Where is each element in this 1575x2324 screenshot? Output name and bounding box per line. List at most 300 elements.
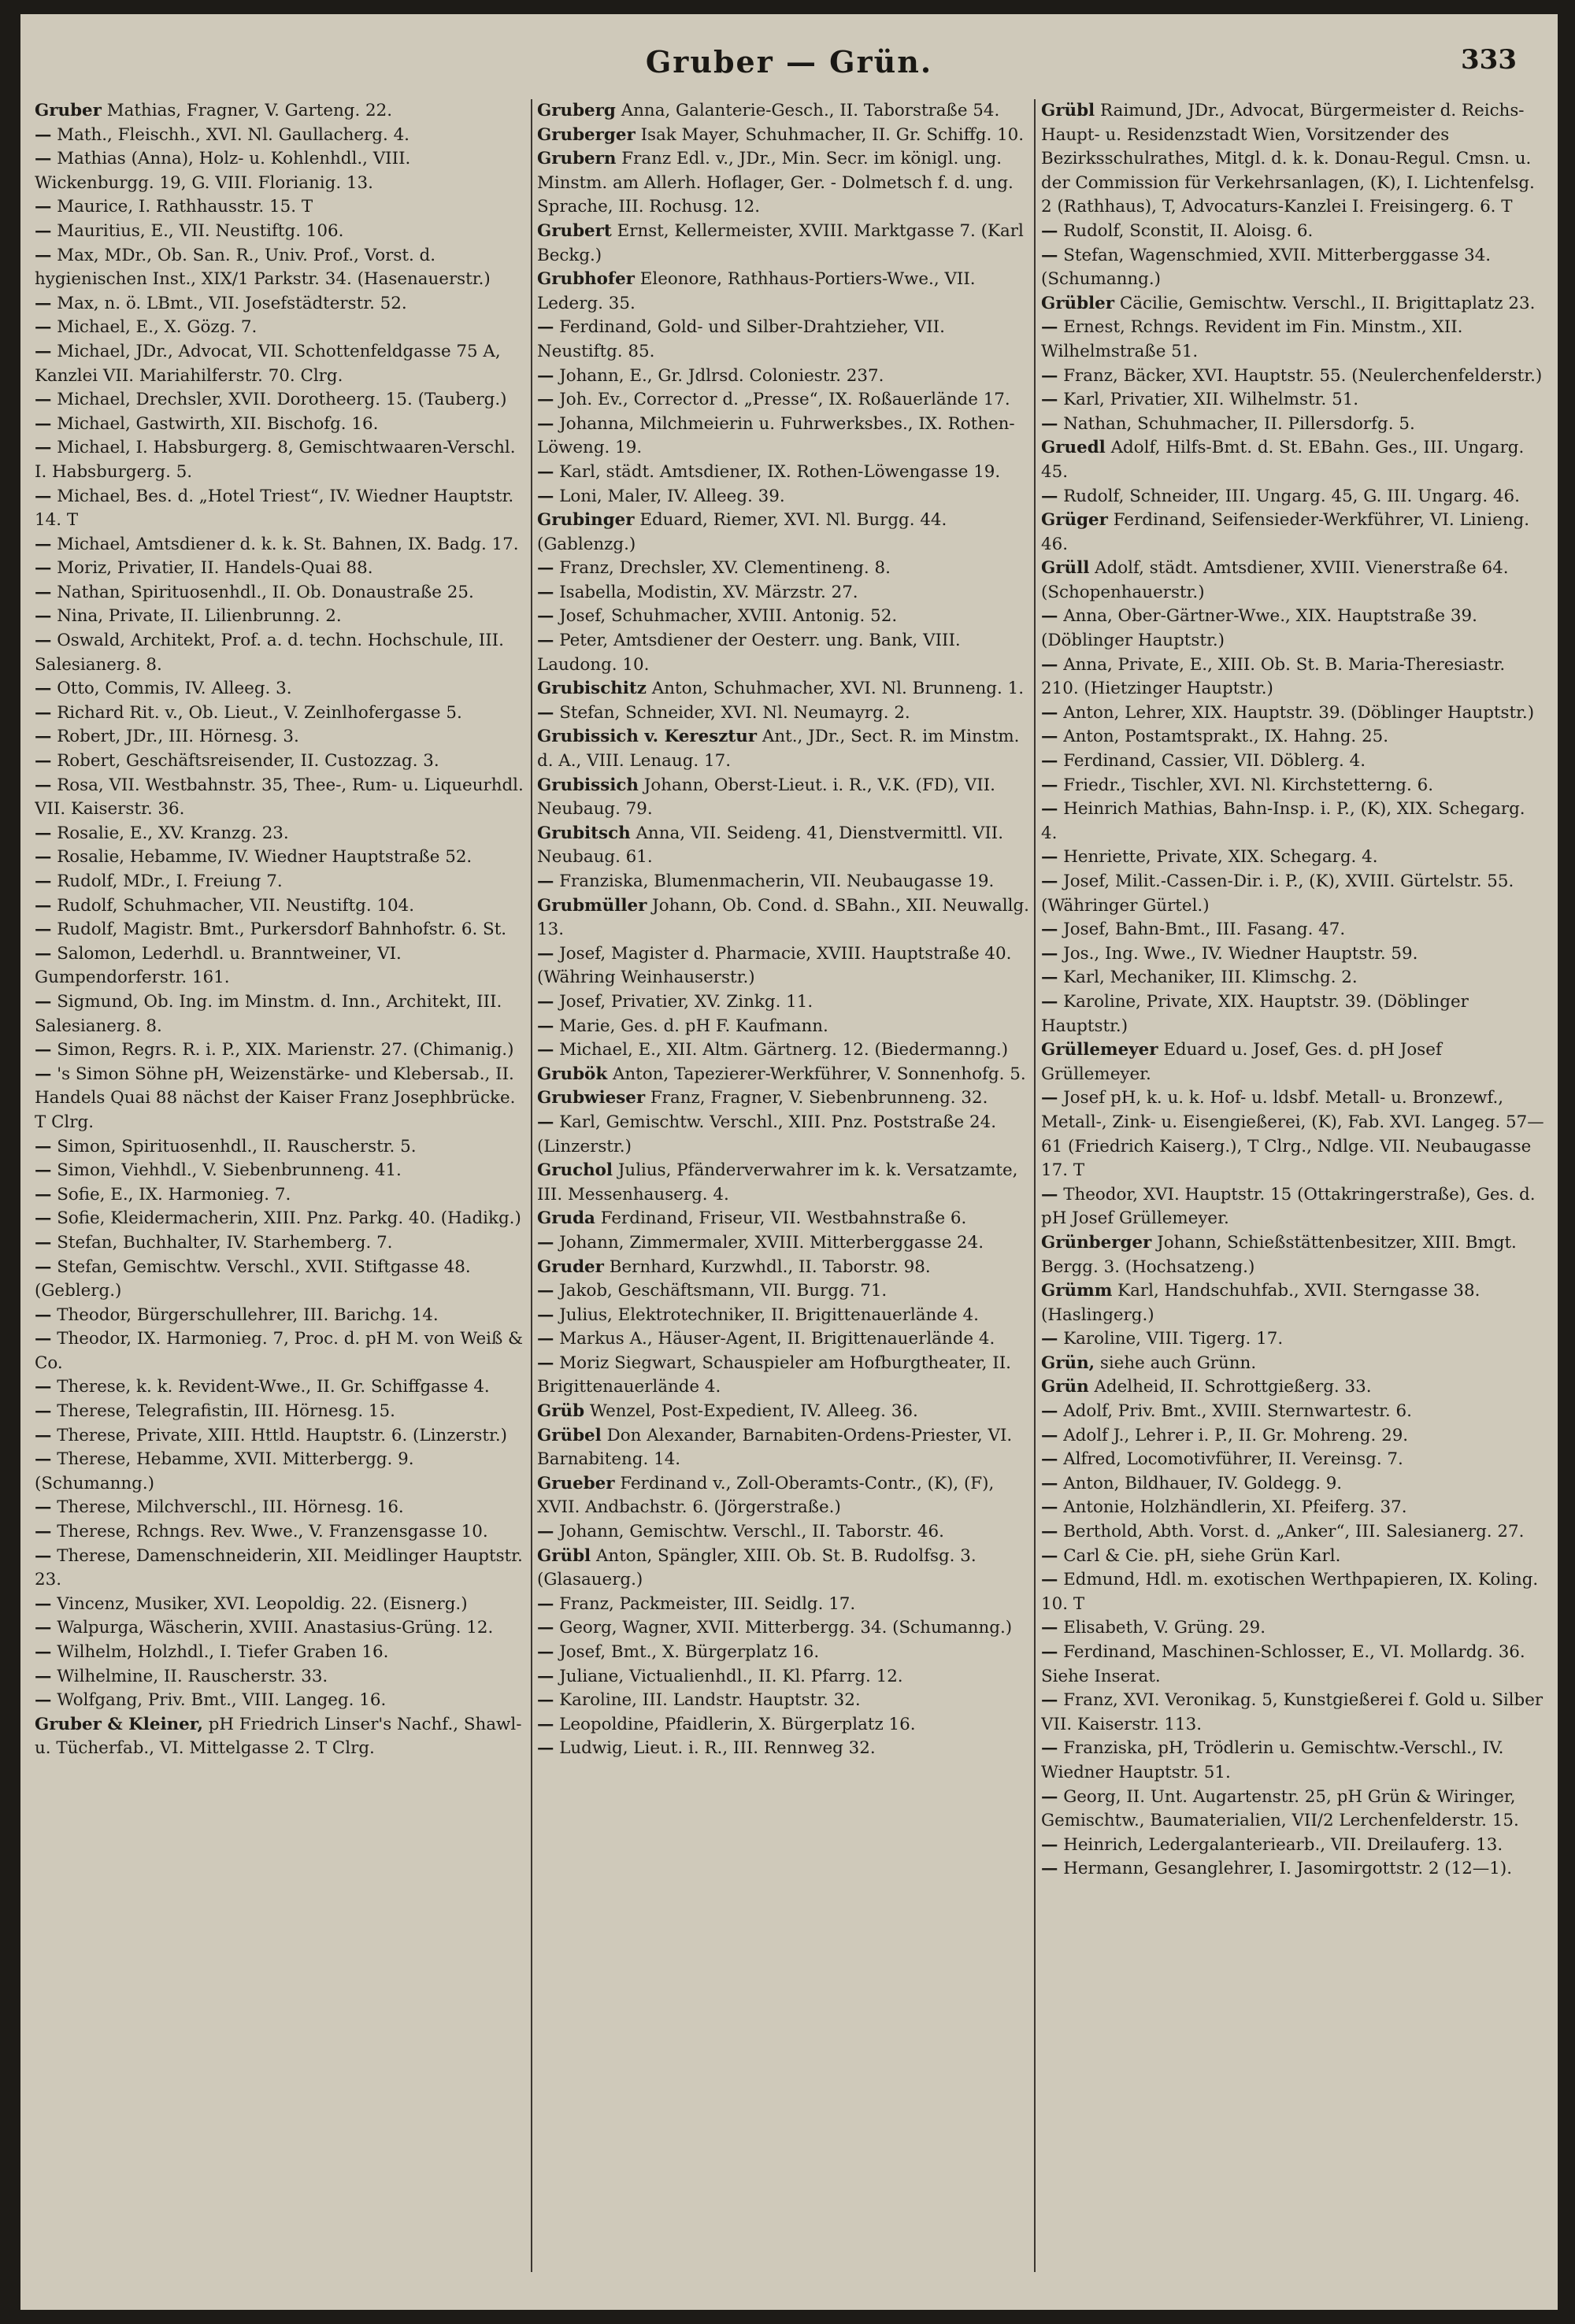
directory-entry — [35, 124, 531, 148]
directory-entry — [35, 918, 531, 942]
entry-text: Josef, Schuhmacher, XVIII. Antonig. 52. — [554, 606, 898, 627]
directory-entry — [537, 1207, 1033, 1231]
entry-name: — — [1041, 775, 1058, 795]
entry-name: — — [1041, 1690, 1058, 1711]
entry-text: Ferdinand, Maschinen-Schlosser, E., VI. Mollardg. 36. Siehe Inserat. — [1041, 1642, 1525, 1686]
entry-name: — — [1041, 1738, 1058, 1759]
entry-name: Gruber & Kleiner, — [35, 1714, 203, 1734]
entry-name: — — [537, 1329, 554, 1349]
entry-text: Heinrich, Ledergalanteriearb., VII. Dreilauferg. 13. — [1058, 1834, 1503, 1855]
entry-text: Anna, VII. Seideng. 41, Dienstvermittl. VII. Neubaug. 61. — [537, 823, 1004, 868]
entry-name: — — [1041, 991, 1058, 1012]
entry-name: — — [1041, 317, 1058, 338]
entry-text: Simon, Viehhdl., V. Siebenbrunneng. 41. — [51, 1160, 402, 1181]
directory-entry — [35, 677, 531, 701]
entry-name: — — [35, 1642, 52, 1662]
entry-name: — — [35, 1666, 52, 1686]
directory-entry — [537, 701, 1033, 726]
directory-entry — [1041, 990, 1545, 1038]
entry-text: Karl, Privatier, XII. Wilhelmstr. 51. — [1058, 390, 1359, 410]
entry-text: Adolf J., Lehrer i. P., II. Gr. Mohreng. 29. — [1058, 1425, 1409, 1445]
directory-entry — [1041, 485, 1545, 509]
directory-entry — [537, 1086, 1033, 1111]
entry-text: Josef, Bahn-Bmt., III. Fasang. 47. — [1058, 920, 1346, 940]
entry-text: Henriette, Private, XIX. Schegarg. 4. — [1058, 847, 1378, 868]
entry-name: — — [1041, 1570, 1058, 1590]
directory-entry — [537, 1737, 1033, 1761]
entry-text: Rosa, VII. Westbahnstr. 35, Thee-, Rum- u. Liqueurhdl. VII. Kaiserstr. 36. — [35, 775, 524, 820]
directory-entry — [35, 990, 531, 1038]
entry-text: Heinrich Mathias, Bahn-Insp. i. P., (K), XIX. Schegarg. 4. — [1041, 799, 1525, 843]
entry-text: Maurice, I. Rathhausstr. 15. T — [51, 197, 313, 217]
entry-text: Vincenz, Musiker, XVI. Leopoldig. 22. (Eisnerg.) — [51, 1593, 468, 1614]
directory-entry — [35, 846, 531, 870]
entry-text: Wilhelmine, II. Rauscherstr. 33. — [51, 1666, 328, 1686]
entry-text: Theodor, IX. Harmonieg. 7, Proc. d. pH M. von Weiß & Co. — [35, 1329, 524, 1373]
directory-entry — [537, 1593, 1033, 1617]
entry-text: Michael, Amtsdiener d. k. k. St. Bahnen, IX. Badg. 17. — [51, 534, 519, 554]
directory-entry — [35, 1327, 531, 1375]
entry-name: Grubitsch — [537, 823, 631, 843]
entry-text: Franz, XVI. Veronikag. 5, Kunstgießerei f. Gold u. Silber VII. Kaiserstr. 113. — [1041, 1690, 1544, 1734]
directory-entry — [35, 1375, 531, 1400]
directory-entry — [1041, 1183, 1545, 1231]
directory-entry — [537, 1520, 1033, 1545]
entry-name: Grüger — [1041, 510, 1108, 531]
entry-text: Franz, Fragner, V. Siebenbrunneng. 32. — [645, 1088, 988, 1108]
entry-text: Ferdinand v., Zoll-Oberamts-Contr., (K), (F), XVII. Andbachstr. 6. (Jörgerstraße.) — [537, 1473, 995, 1518]
entry-text: Eduard u. Josef, Ges. d. pH Josef Grüllemeyer. — [1041, 1040, 1442, 1084]
entry-name: — — [537, 413, 554, 434]
directory-entry — [537, 268, 1033, 316]
entry-name: — — [35, 558, 52, 579]
entry-name: — — [537, 1593, 554, 1614]
entry-name: — — [1041, 245, 1058, 265]
entry-name: — — [35, 920, 52, 940]
entry-name: — — [35, 1425, 52, 1445]
entry-text: Franziska, pH, Trödlerin u. Gemischtw.-Verschl., IV. Wiedner Hauptstr. 51. — [1041, 1738, 1504, 1782]
entry-text: Rudolf, MDr., I. Freiung 7. — [51, 872, 283, 891]
directory-entry — [35, 822, 531, 846]
entry-text: Rudolf, Schuhmacher, VII. Neustiftg. 104. — [51, 895, 415, 916]
entry-text: Franz, Drechsler, XV. Clementineng. 8. — [554, 558, 891, 579]
directory-entry — [35, 1400, 531, 1424]
directory-entry — [1041, 1352, 1545, 1376]
directory-entry — [1041, 1786, 1545, 1834]
entry-name: — — [35, 1136, 52, 1156]
entry-name: — — [537, 558, 554, 579]
entry-text: Juliane, Victualienhdl., II. Kl. Pfarrg. 12. — [554, 1666, 903, 1686]
directory-entry — [1041, 1424, 1545, 1449]
directory-entry — [35, 1520, 531, 1545]
entry-text: Loni, Maler, IV. Alleeg. 39. — [554, 486, 785, 506]
directory-entry — [537, 220, 1033, 268]
entry-text: Josef pH, k. u. k. Hof- u. ldsbf. Metall- u. Bronzewf., Metall-, Zink- u. Eisengießerei, (K), Fab. XVI. Langeg. 57—61 (Friedrich Kaiserg.), T Clrg., Ndlge. VII. Neubaugasse 17. T — [1041, 1088, 1544, 1181]
entry-name: — — [35, 631, 52, 651]
directory-entry — [35, 894, 531, 919]
entry-name: Grübl — [537, 1545, 591, 1566]
directory-entry — [1041, 220, 1545, 244]
entry-text: Nina, Private, II. Lilienbrunng. 2. — [51, 606, 342, 627]
entry-text: Otto, Commis, IV. Alleeg. 3. — [51, 679, 292, 699]
entry-text: Robert, JDr., III. Hörnesg. 3. — [51, 727, 299, 747]
directory-entry — [1041, 436, 1545, 484]
entry-text: Elisabeth, V. Grüng. 29. — [1058, 1618, 1266, 1638]
entry-name: — — [537, 606, 554, 627]
entry-text: Johann, Oberst-Lieut. i. R., V.K. (FD), VII. Neubaug. 79. — [537, 775, 995, 820]
entry-text: Anna, Galanterie-Gesch., II. Taborstraße 54. — [615, 101, 1000, 120]
entry-name: Grubök — [537, 1064, 608, 1084]
entry-name: — — [537, 1738, 554, 1759]
directory-entry — [35, 725, 531, 749]
directory-entry — [35, 292, 531, 316]
entry-name: — — [537, 317, 554, 338]
directory-entry — [537, 1665, 1033, 1689]
directory-entry — [35, 388, 531, 413]
entry-text: Franz Edl. v., JDr., Min. Secr. im königl. ung. Minstm. am Allerh. Hoflager, Ger. - Dolmetsch f. d. ung. Sprache, III. Rochusg. 12. — [537, 149, 1014, 217]
entry-text: Stefan, Buchhalter, IV. Starhemberg. 7. — [51, 1232, 393, 1253]
entry-name: — — [35, 751, 52, 772]
entry-text: Michael, Bes. d. „Hotel Triest“, IV. Wiedner Hauptstr. 14. T — [35, 486, 514, 531]
entry-name: — — [35, 220, 52, 241]
entry-text: Ludwig, Lieut. i. R., III. Rennweg 32. — [554, 1738, 876, 1759]
entry-text: Math., Fleischh., XVI. Nl. Gaullacherg. 4. — [51, 124, 410, 145]
entry-name: — — [35, 1064, 52, 1084]
entry-name: — — [35, 1545, 52, 1566]
entry-name: — — [35, 1184, 52, 1205]
page-title: Gruber — Grün. — [645, 44, 933, 80]
entry-name: — — [1041, 1859, 1058, 1879]
entry-text: Karoline, VIII. Tigerg. 17. — [1058, 1329, 1284, 1349]
entry-name: — — [35, 847, 52, 868]
entry-text: Richard Rit. v., Ob. Lieut., V. Zeinlhofergasse 5. — [51, 702, 462, 723]
entry-name: — — [35, 606, 52, 627]
entry-text: Marie, Ges. d. pH F. Kaufmann. — [554, 1016, 828, 1036]
directory-entry — [35, 749, 531, 774]
entry-name: — — [537, 1232, 554, 1253]
entry-text: Carl & Cie. pH, siehe Grün Karl. — [1058, 1545, 1341, 1566]
directory-entry — [35, 1063, 531, 1135]
entry-text: Theodor, XVI. Hauptstr. 15 (Ottakringerstraße), Ges. d. pH Josef Grüllemeyer. — [1041, 1184, 1536, 1229]
directory-entry — [1041, 918, 1545, 942]
directory-entry — [35, 99, 531, 124]
entry-name: — — [35, 702, 52, 723]
entry-text: Karoline, Private, XIX. Hauptstr. 39. (Döblinger Hauptstr.) — [1041, 991, 1469, 1036]
directory-entry — [1041, 1641, 1545, 1689]
entry-text: Therese, Damenschneiderin, XII. Meidlinger Hauptstr. 23. — [35, 1545, 523, 1590]
column-1 — [35, 99, 531, 2280]
directory-entry — [1041, 316, 1545, 364]
entry-name: — — [537, 1618, 554, 1638]
directory-entry — [537, 1545, 1033, 1593]
entry-name: — — [1041, 1425, 1058, 1445]
directory-entry — [35, 1207, 531, 1231]
entry-name: — — [537, 390, 554, 410]
directory-entry — [1041, 1038, 1545, 1086]
column-divider — [531, 99, 532, 2272]
directory-entry — [537, 365, 1033, 389]
entry-name: Gruedl — [1041, 438, 1106, 458]
directory-entry — [1041, 1086, 1545, 1182]
directory-entry — [1041, 365, 1545, 389]
entry-text: Adolf, städt. Amtsdiener, XVIII. Vienerstraße 64. (Schopenhauerstr.) — [1041, 558, 1509, 602]
directory-entry — [1041, 1448, 1545, 1472]
entry-text: Oswald, Architekt, Prof. a. d. techn. Hochschule, III. Salesianerg. 8. — [35, 631, 504, 675]
entry-name: Gruder — [537, 1256, 604, 1277]
entry-name: — — [35, 1040, 52, 1060]
entry-name: — — [35, 1329, 52, 1349]
entry-text: Ferdinand, Cassier, VII. Döblerg. 4. — [1058, 751, 1366, 772]
entry-text: Max, MDr., Ob. San. R., Univ. Prof., Vorst. d. hygienischen Inst., XIX/1 Parkstr. 34. (Hasenauerstr.) — [35, 245, 491, 290]
entry-name: — — [1041, 1088, 1058, 1108]
directory-entry — [537, 1279, 1033, 1304]
entry-name: — — [35, 1449, 52, 1470]
entry-text: Johann, Schießstättenbesitzer, XIII. Bmgt. Bergg. 3. (Hochsatzeng.) — [1041, 1232, 1517, 1277]
entry-name: Grünberger — [1041, 1232, 1152, 1253]
entry-text: Rudolf, Magistr. Bmt., Purkersdorf Bahnhofstr. 6. St. — [51, 920, 507, 940]
directory-entry — [537, 388, 1033, 413]
entry-text: Bernhard, Kurzwhdl., II. Taborstr. 98. — [603, 1256, 931, 1277]
directory-entry — [35, 1496, 531, 1520]
directory-entry — [1041, 749, 1545, 774]
entry-name: — — [35, 823, 52, 843]
entry-text: Johanna, Milchmeierin u. Fuhrwerksbes., IX. Rothen-Löweng. 19. — [537, 413, 1015, 458]
entry-name: — — [1041, 1786, 1058, 1807]
column-2 — [537, 99, 1033, 2280]
directory-entry — [1041, 292, 1545, 316]
directory-entry — [35, 533, 531, 557]
entry-text: Anton, Postamtsprakt., IX. Hahng. 25. — [1058, 727, 1389, 747]
entry-name: — — [1041, 1834, 1058, 1855]
directory-entry — [537, 990, 1033, 1015]
entry-name: — — [1041, 943, 1058, 964]
entry-text: Alfred, Locomotivführer, II. Vereinsg. 7. — [1058, 1449, 1403, 1470]
directory-entry — [537, 1063, 1033, 1087]
entry-name: — — [35, 124, 52, 145]
entry-text: Anton, Spängler, XIII. Ob. St. B. Rudolfsg. 3. (Glasauerg.) — [537, 1545, 976, 1590]
entry-text: Therese, Hebamme, XVII. Mitterbergg. 9. (Schumanng.) — [35, 1449, 414, 1493]
directory-entry — [1041, 1472, 1545, 1497]
entry-name: — — [537, 1714, 554, 1734]
directory-entry — [1041, 1279, 1545, 1327]
entry-name: — — [35, 1593, 52, 1614]
directory-entry — [537, 677, 1033, 701]
entry-text: 's Simon Söhne pH, Weizenstärke- und Klebersab., II. Handels Quai 88 nächst der Kaiser Franz Josephbrücke. T Clrg. — [35, 1064, 516, 1132]
entry-text: Therese, Telegrafistin, III. Hörnesg. 15. — [51, 1401, 395, 1422]
directory-entry — [35, 1641, 531, 1665]
entry-text: Josef, Bmt., X. Bürgerplatz 16. — [554, 1642, 820, 1662]
directory-entry — [537, 99, 1033, 124]
directory-entry — [537, 1352, 1033, 1400]
entry-name: — — [35, 1232, 52, 1253]
entry-name: Grubinger — [537, 510, 635, 531]
entry-name: — — [35, 943, 52, 964]
directory-entry — [537, 147, 1033, 220]
directory-entry — [537, 774, 1033, 822]
directory-entry — [1041, 1857, 1545, 1882]
directory-entry — [1041, 701, 1545, 726]
directory-entry — [35, 581, 531, 605]
entry-name: — — [1041, 486, 1058, 506]
directory-entry — [537, 1641, 1033, 1665]
entry-text: Don Alexander, Barnabiten-Ordens-Priester, VI. Barnabiteng. 14. — [537, 1425, 1013, 1470]
entry-name: — — [35, 1377, 52, 1397]
directory-entry — [537, 1689, 1033, 1713]
entry-name: — — [537, 872, 554, 891]
directory-entry — [537, 485, 1033, 509]
entry-text: Franz, Packmeister, III. Seidlg. 17. — [554, 1593, 856, 1614]
entry-name: Grüb — [537, 1401, 585, 1422]
directory-entry — [35, 1304, 531, 1328]
entry-text: Berthold, Abth. Vorst. d. „Anker“, III. Salesianerg. 27. — [1058, 1522, 1525, 1542]
column-divider — [1034, 99, 1036, 2272]
directory-entry — [35, 605, 531, 629]
entry-text: Ernst, Kellermeister, XVIII. Marktgasse 7. (Karl Beckg.) — [537, 220, 1024, 265]
entry-text: Ferdinand, Gold- und Silber-Drahtzieher, VII. Neustiftg. 85. — [537, 317, 945, 361]
entry-text: Peter, Amtsdiener der Oesterr. ung. Bank, VIII. Laudong. 10. — [537, 631, 961, 675]
entry-text: Sofie, E., IX. Harmonieg. 7. — [51, 1184, 291, 1205]
directory-entry — [1041, 1616, 1545, 1641]
entry-text: Eleonore, Rathhaus-Portiers-Wwe., VII. Lederg. 35. — [537, 269, 976, 313]
entry-name: — — [537, 1304, 554, 1325]
entry-text: Moriz Siegwart, Schauspieler am Hofburgtheater, II. Brigittenauerlände 4. — [537, 1353, 1011, 1397]
entry-name: — — [1041, 220, 1058, 241]
entry-name: — — [35, 317, 52, 338]
directory-entry — [35, 1545, 531, 1593]
entry-text: Ant., JDr., Sect. R. im Minstm. d. A., VIII. Lenaug. 17. — [537, 727, 1020, 772]
entry-name: — — [1041, 1449, 1058, 1470]
entry-name: Gruchol — [537, 1160, 613, 1181]
entry-name: Grübler — [1041, 293, 1115, 313]
directory-entry — [1041, 725, 1545, 749]
directory-entry — [537, 605, 1033, 629]
entry-name: Grubwieser — [537, 1088, 646, 1108]
entry-name: — — [1041, 365, 1058, 386]
entry-name: — — [35, 1160, 52, 1181]
entry-name: Grubischitz — [537, 679, 647, 699]
entry-name: Grüll — [1041, 558, 1090, 579]
entry-name: — — [35, 1522, 52, 1542]
directory-entry — [1041, 244, 1545, 292]
entry-name: Grübel — [537, 1425, 602, 1445]
entry-text: Adelheid, II. Schrottgießerg. 33. — [1088, 1377, 1372, 1397]
directory-entry — [1041, 797, 1545, 846]
entry-name: — — [35, 341, 52, 361]
directory-entry — [35, 701, 531, 726]
entry-text: Ferdinand, Friseur, VII. Westbahnstraße 6. — [595, 1208, 967, 1229]
directory-entry — [537, 725, 1033, 773]
directory-entry — [537, 870, 1033, 894]
entry-name: — — [537, 1690, 554, 1711]
entry-text: Georg, II. Unt. Augartenstr. 25, pH Grün & Wiringer, Gemischtw., Baumaterialien, VII/2 Lerchenfelderstr. 15. — [1041, 1786, 1519, 1831]
directory-entry — [35, 195, 531, 220]
entry-name: — — [1041, 390, 1058, 410]
directory-entry — [537, 1327, 1033, 1352]
entry-name: — — [35, 727, 52, 747]
directory-entry — [537, 581, 1033, 605]
directory-entry — [537, 1111, 1033, 1159]
entry-text: Wolfgang, Priv. Bmt., VIII. Langeg. 16. — [51, 1690, 387, 1711]
directory-entry — [537, 1231, 1033, 1256]
entry-name: — — [35, 1256, 52, 1277]
entry-text: Adolf, Priv. Bmt., XVIII. Sternwartestr. 6. — [1058, 1401, 1412, 1422]
entry-text: Anton, Schuhmacher, XVI. Nl. Brunneng. 1. — [646, 679, 1025, 699]
directory-entry — [35, 413, 531, 437]
entry-text: Rosalie, Hebamme, IV. Wiedner Hauptstraße 52. — [51, 847, 472, 868]
entry-text: Karoline, III. Landstr. Hauptstr. 32. — [554, 1690, 861, 1711]
directory-entry — [1041, 1327, 1545, 1352]
entry-name: — — [35, 1618, 52, 1638]
entry-text: Michael, Drechsler, XVII. Dorotheerg. 15. (Tauberg.) — [51, 390, 507, 410]
entry-name: — — [1041, 1618, 1058, 1638]
entry-text: Anna, Ober-Gärtner-Wwe., XIX. Hauptstraße 39. (Döblinger Hauptstr.) — [1041, 606, 1477, 651]
entry-name: Grün, — [1041, 1353, 1095, 1373]
entry-name: Grubissich — [537, 775, 639, 795]
directory-entry — [1041, 1231, 1545, 1279]
column-3 — [1041, 99, 1545, 2280]
entry-text: Stefan, Schneider, XVI. Nl. Neumayrg. 2. — [554, 702, 910, 723]
directory-entry — [537, 1424, 1033, 1472]
entry-text: Moriz, Privatier, II. Handels-Quai 88. — [51, 558, 373, 579]
entry-name: — — [537, 1281, 554, 1301]
entry-text: Mathias (Anna), Holz- u. Kohlenhdl., VIII. Wickenburgg. 19, G. VIII. Florianig. 13. — [35, 149, 411, 193]
directory-entry — [35, 1593, 531, 1617]
directory-entry — [1041, 1496, 1545, 1520]
entry-text: Simon, Regrs. R. i. P., XIX. Marienstr. 27. (Chimanig.) — [51, 1040, 514, 1060]
entry-name: — — [1041, 702, 1058, 723]
entry-text: pH Friedrich Linser's Nachf., Shawl- u. Tücherfab., VI. Mittelgasse 2. T Clrg. — [35, 1714, 522, 1759]
directory-entry — [537, 1400, 1033, 1424]
entry-name: Grubhofer — [537, 269, 635, 290]
entry-text: Isabella, Modistin, XV. Märzstr. 27. — [554, 582, 858, 602]
directory-entry — [537, 1256, 1033, 1280]
entry-text: Wilhelm, Holzhdl., I. Tiefer Graben 16. — [51, 1642, 389, 1662]
entry-text: Michael, Gastwirth, XII. Bischofg. 16. — [51, 413, 379, 434]
entry-name: — — [1041, 606, 1058, 627]
entry-name: — — [35, 679, 52, 699]
directory-entry — [1041, 870, 1545, 918]
directory-entry — [35, 774, 531, 822]
entry-text: Ferdinand, Seifensieder-Werkführer, VI. Linieng. 46. — [1041, 510, 1530, 554]
entry-text: Nathan, Spirituosenhdl., II. Ob. Donaustraße 25. — [51, 582, 474, 602]
entry-name: — — [1041, 1522, 1058, 1542]
entry-text: Nathan, Schuhmacher, II. Pillersdorfg. 5. — [1058, 413, 1415, 434]
entry-name: — — [537, 582, 554, 602]
entry-text: Max, n. ö. LBmt., VII. Josefstädterstr. 52. — [51, 293, 407, 313]
entry-name: Grübl — [1041, 101, 1095, 120]
directory-entry — [35, 1135, 531, 1160]
entry-name: — — [35, 413, 52, 434]
entry-name: — — [537, 365, 554, 386]
entry-name: Grubmüller — [537, 895, 647, 916]
entry-text: Josef, Milit.-Cassen-Dir. i. P., (K), XVIII. Gürtelstr. 55. (Währinger Gürtel.) — [1041, 872, 1514, 916]
entry-text: Eduard, Riemer, XVI. Nl. Burgg. 44. (Gablenzg.) — [537, 510, 947, 554]
entry-name: — — [35, 991, 52, 1012]
directory-entry — [1041, 1375, 1545, 1400]
entry-name: — — [537, 1353, 554, 1373]
entry-text: Anton, Tapezierer-Werkführer, V. Sonnenhofg. 5. — [607, 1064, 1026, 1084]
directory-entry — [35, 1616, 531, 1641]
entry-name: — — [537, 1522, 554, 1542]
entry-text: Sigmund, Ob. Ing. im Minstm. d. Inn., Architekt, III. Salesianerg. 8. — [35, 991, 502, 1036]
entry-text: Julius, Elektrotechniker, II. Brigittenauerlände 4. — [554, 1304, 979, 1325]
entry-name: — — [1041, 1329, 1058, 1349]
entry-name: — — [537, 991, 554, 1012]
entry-text: Cäcilie, Gemischtw. Verschl., II. Brigittaplatz 23. — [1114, 293, 1536, 313]
entry-name: — — [1041, 1184, 1058, 1205]
entry-name: Grubert — [537, 220, 612, 241]
entry-name: — — [1041, 751, 1058, 772]
